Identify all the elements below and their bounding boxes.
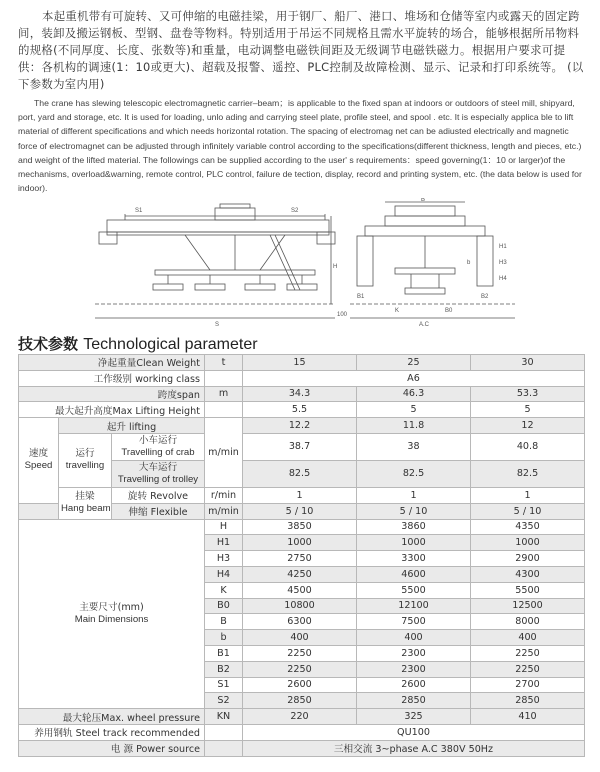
steel-track-label: 养用钢轨 Steel track recommended [19, 724, 205, 740]
intro-english-text: The crane has slewing telescopic electromagnetic carrier–beam；is applicable to the fixed span at indoors or outdoors of steel mill, shipyard, port, yard and storage, etc. It is used for loading, unlo ading and carrying steel plate, profile steel, and spool . etc. It is especially applica ble to lift material of different specifications and which needs horizontal rotation. The spacing of electromag net can be adiusted electrically and magnetic force of electromagnet can be adjusted through infinitely variable control according to the specifications(different thickness, length and pieces, etc.) and weight of the lifted material. The followings can be supplied according to the user' s requirements：speed governing(1：10 or larger)of the mechanisms, overload&warning, remote control, PLC control, failure de tection, display, record and printing system, etc. (the data below is used for indoor). [18, 98, 582, 194]
steel-track-value: QU100 [243, 724, 585, 740]
dimension-value: 2900 [471, 551, 585, 567]
right-end-carriage [317, 232, 335, 244]
clean-weight-v2: 25 [357, 355, 471, 371]
dimension-value: 2250 [243, 645, 357, 661]
dimension-value: 2600 [243, 677, 357, 693]
speed-group-cn: 速度 [28, 448, 49, 460]
dimension-value: 2700 [471, 677, 585, 693]
crab-label-cn: 小车运行 [138, 434, 178, 446]
dimension-value: 8000 [471, 614, 585, 630]
dim-b-label: B [421, 198, 426, 203]
dim-h-label: H [333, 264, 338, 270]
dimension-symbol: K [205, 582, 243, 598]
crab-v1: 38.7 [243, 433, 357, 460]
revolve-v2: 1 [357, 487, 471, 503]
crab-label-en: Travelling of crab [121, 446, 195, 458]
dimension-value: 400 [243, 630, 357, 646]
crab-v3: 40.8 [471, 433, 585, 460]
hang-beam-label-cn: 挂梁 [75, 491, 95, 503]
dimension-value: 7500 [357, 614, 471, 630]
lifting-v3: 12 [471, 418, 585, 434]
dimension-value: 3300 [357, 551, 471, 567]
span-v2: 46.3 [357, 386, 471, 402]
dimension-value: 2750 [243, 551, 357, 567]
dim-k-label: K [395, 308, 400, 314]
dimension-value: 2250 [243, 661, 357, 677]
dimension-value: 2850 [243, 693, 357, 709]
span-v3: 53.3 [471, 386, 585, 402]
travelling-label-en: travelling [65, 460, 105, 472]
dim-b-small-label: b [467, 260, 471, 266]
max-height-v1: 5.5 [243, 402, 357, 418]
revolve-unit: r/min [205, 487, 243, 503]
dimension-value: 2250 [471, 645, 585, 661]
max-height-v2: 5 [357, 402, 471, 418]
lifting-v2: 11.8 [357, 418, 471, 434]
dimension-value: 1000 [243, 535, 357, 551]
row-revolve [19, 487, 585, 503]
dimension-value: 400 [357, 630, 471, 646]
hang-beam-label-en: Hang beam [61, 503, 111, 515]
trolley-label-cn: 大车运行 [138, 461, 178, 473]
revolve-label: 旋转 Revolve [112, 487, 205, 503]
travelling-label-cn: 运行 [75, 448, 95, 460]
row-wheel-pressure [19, 709, 585, 725]
trolley-label-en: Travelling of trolley [117, 473, 199, 485]
side-trolley [385, 216, 465, 226]
row-crab [19, 433, 585, 460]
trolley-v2: 82.5 [357, 460, 471, 487]
dimension-value: 3860 [357, 519, 471, 535]
row-lifting [19, 418, 585, 434]
dimension-symbol: B2 [205, 661, 243, 677]
wheel-pressure-unit: KN [205, 709, 243, 725]
dimension-value: 2250 [471, 661, 585, 677]
flexible-unit: m/min [205, 503, 243, 519]
speed-group-en: Speed [24, 460, 53, 472]
dimension-value: 5500 [471, 582, 585, 598]
dimension-symbol: H1 [205, 535, 243, 551]
spec-table [18, 354, 585, 757]
clean-weight-v1: 15 [243, 355, 357, 371]
dimension-symbol: H4 [205, 566, 243, 582]
dimension-symbol: H3 [205, 551, 243, 567]
trolley-v3: 82.5 [471, 460, 585, 487]
speed-unit: m/min [205, 418, 243, 488]
clean-weight-label: 净起重量Clean Weight [19, 355, 205, 371]
wheel-pressure-label: 最大轮压Max. wheel pressure [19, 709, 205, 725]
wheel-pressure-v3: 410 [471, 709, 585, 725]
dim-h1-label: H1 [499, 244, 507, 250]
max-height-label: 最大起升高度Max Lifting Height [19, 402, 205, 418]
dimension-value: 10800 [243, 598, 357, 614]
flexible-v3: 5 / 10 [471, 503, 585, 519]
wheel-pressure-v1: 220 [243, 709, 357, 725]
crab-v2: 38 [357, 433, 471, 460]
dimensions-label-en: Main Dimensions [74, 613, 149, 625]
dimension-value: 5500 [357, 582, 471, 598]
revolve-v1: 1 [243, 487, 357, 503]
hang-beam-label [59, 487, 112, 519]
dimension-value: 2300 [357, 661, 471, 677]
power-label: 电 源 Power source [19, 740, 205, 756]
dimension-value: 4500 [243, 582, 357, 598]
dim-b1-label: B1 [357, 294, 365, 300]
section-title-cn: 技术参数 [18, 335, 79, 353]
row-steel-track [19, 724, 585, 740]
flexible-v2: 5 / 10 [357, 503, 471, 519]
dimension-row [19, 519, 585, 535]
flexible-v1: 5 / 10 [243, 503, 357, 519]
intro-chinese-text: 本起重机带有可旋转、又可伸缩的电磁挂梁，用于钢厂、船厂、港口、堆场和仓储等室内或露天的固定跨间，装卸及搬运钢板、型钢、盘卷等物料。特别适用于吊运不同规格且需水平旋转的场合，能够根据所吊物料的规格(不同厚度、长度、张数等)和重量，电动调整电磁铁间距及无级调节电磁铁磁力。根据用户要求可提供：各机构的调速(1：10或更大)、超载及报警、遥控、PLC控制及故障检测、显示、记录和打印系统等。 (以下参数为室内用) [18, 9, 584, 91]
dimension-symbol: H [205, 519, 243, 535]
span-label: 跨度span [19, 386, 205, 402]
dimension-value: 1000 [471, 535, 585, 551]
dim-s1-label: S1 [135, 208, 143, 214]
dimension-value: 12500 [471, 598, 585, 614]
dimensions-label [19, 519, 205, 709]
dim-rail-label: 100 [337, 312, 348, 318]
dimension-value: 3850 [243, 519, 357, 535]
travelling-label [59, 433, 112, 487]
intro-chinese [18, 8, 586, 93]
side-girder [365, 226, 485, 236]
dimension-symbol: S1 [205, 677, 243, 693]
section-title [18, 333, 258, 354]
row-working-class [19, 370, 585, 386]
dimension-value: 2850 [357, 693, 471, 709]
dimensions-label-cn: 主要尺寸(mm) [79, 601, 144, 613]
row-span [19, 386, 585, 402]
span-unit: m [205, 386, 243, 402]
dimension-symbol: B0 [205, 598, 243, 614]
dimension-value: 12100 [357, 598, 471, 614]
dimension-value: 1000 [357, 535, 471, 551]
dimension-symbol: b [205, 630, 243, 646]
dim-b0-label: B0 [445, 308, 453, 314]
working-class-label: 工作级别 working class [19, 370, 205, 386]
dim-center-label: A.C [419, 322, 430, 328]
dimension-value: 2600 [357, 677, 471, 693]
dimension-symbol: S2 [205, 693, 243, 709]
dimension-value: 4600 [357, 566, 471, 582]
lifting-label: 起升 lifting [59, 418, 205, 434]
flexible-label: 伸缩 Flexible [112, 503, 205, 519]
row-max-height [19, 402, 585, 418]
span-v1: 34.3 [243, 386, 357, 402]
dimensions-body [19, 519, 585, 709]
dimension-value: 6300 [243, 614, 357, 630]
main-girder [107, 220, 329, 232]
dim-s-label: S [215, 322, 220, 328]
lifting-v1: 12.2 [243, 418, 357, 434]
power-value: 三相交流 3~phase A.C 380V 50Hz [243, 740, 585, 756]
row-power [19, 740, 585, 756]
revolve-v3: 1 [471, 487, 585, 503]
dimension-value: 4250 [243, 566, 357, 582]
intro-english [18, 96, 588, 195]
crane-drawing [95, 198, 520, 332]
dimension-symbol: B [205, 614, 243, 630]
clean-weight-v3: 30 [471, 355, 585, 371]
dim-b2-label: B2 [481, 294, 489, 300]
wheel-pressure-v2: 325 [357, 709, 471, 725]
dimension-value: 4350 [471, 519, 585, 535]
speed-group [19, 418, 59, 504]
dim-h3-label: H3 [499, 260, 507, 266]
row-clean-weight [19, 355, 585, 371]
dimension-value: 400 [471, 630, 585, 646]
clean-weight-unit: t [205, 355, 243, 371]
dim-h4-label: H4 [499, 276, 507, 282]
section-title-en: Technological parameter [83, 336, 258, 353]
dim-s2-label: S2 [291, 208, 299, 214]
dimension-value: 4300 [471, 566, 585, 582]
max-height-v3: 5 [471, 402, 585, 418]
crab-label [112, 433, 205, 460]
dimension-value: 2850 [471, 693, 585, 709]
trolley-label [112, 460, 205, 487]
dimension-symbol: B1 [205, 645, 243, 661]
working-class-value: A6 [243, 370, 585, 386]
crab-trolley [215, 208, 255, 220]
dimension-value: 2300 [357, 645, 471, 661]
left-end-carriage [99, 232, 117, 244]
trolley-v1: 82.5 [243, 460, 357, 487]
